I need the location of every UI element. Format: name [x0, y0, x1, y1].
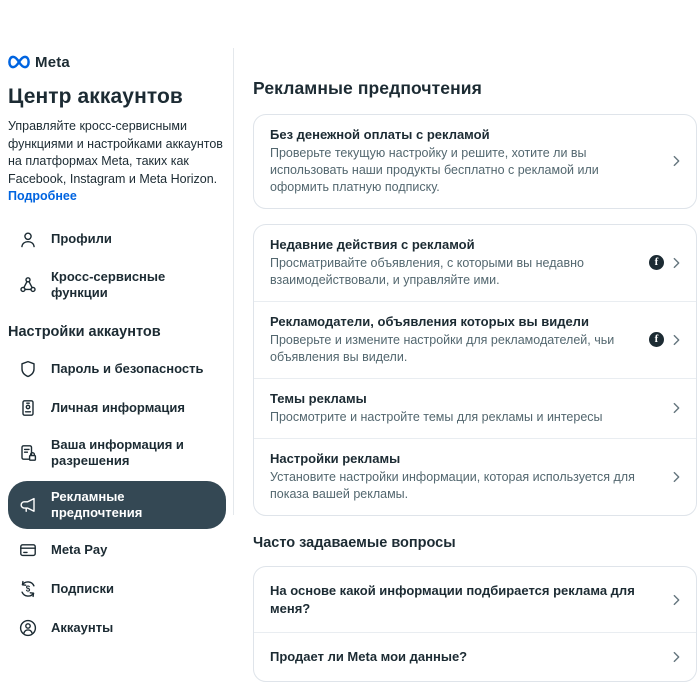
sidebar-item-label: Ваша информация и разрешения — [51, 437, 184, 469]
setting-row-ad-settings[interactable] — [254, 438, 696, 515]
megaphone-icon — [18, 495, 38, 515]
sidebar-description — [8, 118, 226, 206]
person-icon — [18, 230, 38, 250]
main-title: Рекламные предпочтения — [253, 78, 482, 98]
row-text — [270, 236, 639, 289]
sidebar-item-your-info-permissions[interactable] — [8, 429, 226, 478]
credit-card-icon — [18, 540, 38, 560]
meta-logo — [8, 52, 226, 72]
sidebar-item-password-security[interactable] — [8, 351, 226, 387]
sidebar-item-label: Подписки — [51, 580, 114, 596]
sidebar-item-label: Пароль и безопасность — [51, 360, 204, 376]
facebook-icon: f — [649, 255, 664, 270]
row-text — [270, 126, 663, 196]
sidebar-item-cross-service[interactable] — [8, 261, 226, 310]
row-title: Без денежной оплаты с рекламой — [270, 127, 490, 142]
document-lock-icon — [18, 443, 38, 463]
chevron-right-icon — [673, 257, 680, 269]
row-text — [270, 648, 663, 666]
chevron-right-icon — [673, 155, 680, 167]
sidebar-item-profiles[interactable] — [8, 222, 226, 258]
row-title: Рекламодатели, объявления которых вы видели — [270, 314, 589, 330]
meta-infinity-icon — [8, 55, 30, 69]
setting-row-no-payment-with-ads[interactable] — [254, 115, 696, 208]
page-title: Центр аккаунтов — [8, 85, 183, 108]
setting-row-ad-topics[interactable] — [254, 378, 696, 438]
shield-icon — [18, 359, 38, 379]
sidebar-item-meta-pay[interactable] — [8, 532, 226, 568]
row-description: Проверьте текущую настройку и решите, хотите ли вы использовать наши продукты бесплатно с рекламой или оформить платную подписку. — [270, 145, 599, 195]
sidebar-item-accounts[interactable] — [8, 610, 226, 646]
chevron-right-icon — [673, 334, 680, 346]
ads-free-card — [253, 114, 697, 209]
row-title: Настройки рекламы — [270, 451, 401, 467]
sidebar-item-label: Личная информация — [51, 399, 185, 415]
sidebar-item-label: Meta Pay — [51, 541, 108, 557]
sidebar-divider — [233, 48, 234, 515]
row-title: Темы рекламы — [270, 391, 367, 407]
main-content — [253, 78, 697, 682]
row-description: Проверьте и измените настройки для рекламодателей, чьи объявления вы видели. — [270, 332, 615, 365]
facebook-icon: f — [649, 332, 664, 347]
setting-row-advertisers-seen[interactable] — [254, 301, 696, 378]
meta-wordmark: Meta — [35, 53, 70, 71]
setting-row-recent-ad-activity[interactable] — [254, 225, 696, 301]
row-right — [649, 332, 680, 347]
sidebar-item-ad-preferences[interactable] — [8, 481, 226, 530]
svg-text:$: $ — [25, 584, 31, 594]
faq-section-label: Часто задаваемые вопросы — [253, 535, 456, 552]
sidebar-item-label: Аккаунты — [51, 619, 114, 635]
sidebar — [8, 52, 226, 649]
row-right — [673, 471, 680, 483]
faq-question: На основе какой информации подбирается реклама для меня? — [270, 583, 635, 616]
learn-more-link[interactable]: Подробнее — [8, 189, 77, 203]
account-settings-section-label: Настройки аккаунтов — [8, 324, 161, 340]
chevron-right-icon — [673, 651, 680, 663]
row-right — [649, 255, 680, 270]
subscriptions-icon — [18, 579, 38, 599]
row-description: Просмотрите и настройте темы для рекламы и интересы — [270, 409, 603, 424]
row-description: Установите настройки информации, которая используется для показа вашей рекламы. — [270, 469, 635, 501]
row-text — [270, 390, 663, 426]
chevron-right-icon — [673, 471, 680, 483]
faq-question: Продает ли Meta мои данные? — [270, 649, 468, 665]
chevron-right-icon — [673, 402, 680, 414]
sidebar-item-label: Профили — [51, 231, 112, 247]
sidebar-item-label: Кросс-сервисные функции — [51, 268, 166, 300]
row-right — [673, 651, 680, 663]
accounts-icon — [18, 618, 38, 638]
row-title: Недавние действия с рекламой — [270, 237, 475, 253]
network-icon — [18, 275, 38, 295]
faq-card — [253, 566, 697, 682]
row-text — [270, 313, 639, 366]
ad-settings-card — [253, 224, 697, 516]
chevron-right-icon — [673, 594, 680, 606]
row-right — [673, 594, 680, 606]
id-card-icon — [18, 398, 38, 418]
sidebar-item-subscriptions[interactable] — [8, 571, 226, 607]
row-right — [673, 155, 680, 167]
sidebar-description-text: Управляйте кросс-сервисными функциями и настройками аккаунтов на платформах Meta, таких как Facebook, Instagram и Meta Horizon. — [8, 119, 223, 186]
row-right — [673, 402, 680, 414]
row-text — [270, 450, 663, 503]
row-description: Просматривайте объявления, с которыми вы недавно взаимодействовали, и управляйте ими. — [270, 255, 584, 288]
sidebar-item-personal-info[interactable] — [8, 390, 226, 426]
faq-row-does-meta-sell-data[interactable] — [254, 632, 696, 681]
sidebar-item-label: Рекламные предпочтения — [51, 488, 143, 520]
sidebar-menu — [8, 222, 226, 647]
row-text — [270, 582, 663, 617]
faq-row-how-ads-are-chosen[interactable] — [254, 567, 696, 632]
